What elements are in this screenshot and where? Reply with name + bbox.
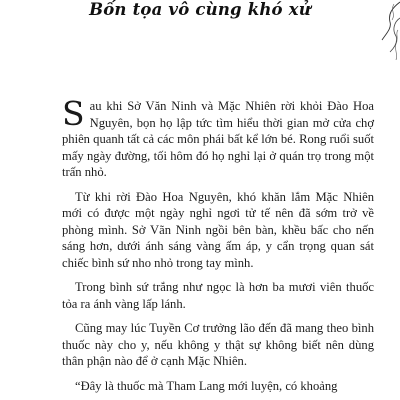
drop-cap: S <box>62 94 85 133</box>
paragraph: “Đây là thuốc mà Tham Lang mới luyện, có khoảng <box>75 378 338 393</box>
paragraph: Cũng may lúc Tuyền Cơ trưởng lão đến đã mang theo bình thuốc này cho y, nếu không y thật sự không biết nên dùng thân phận nào để ở cạnh Mặc Nhiên. <box>62 321 374 368</box>
chapter-title: Bốn tọa vô cùng khó xử <box>89 0 311 19</box>
paragraph: Từ khi rời Đào Hoa Nguyên, khó khăn lắm Mặc Nhiên mới có được một ngày nghỉ ngơi tử tế nên đã sớm trở về phòng mình. Sở Vãn Ninh ngồi bên bàn, khều bấc cho nến sáng hơn, dưới ánh sáng vàng ấm áp, y cẩn trọng quan sát chiếc bình sứ nho nhỏ trong tay mình. <box>62 189 374 270</box>
paragraph: Trong bình sứ trắng như ngọc là hơn ba mươi viên thuốc tỏa ra ánh vàng lấp lánh. <box>62 280 374 311</box>
chapter-body <box>62 94 374 400</box>
paragraph <box>62 94 374 181</box>
paragraph-text: au khi Sở Văn Ninh và Mặc Nhiên rời khỏi Đào Hoa Nguyên, bọn họ lập tức tìm hiểu thời gian mở cửa chợ phiên quanh tất cả các môn phái bất kể lớn bé. Rong ruổi suốt mấy ngày đường, tối hôm đó họ nghỉ lại ở quán trọ trong một trấn nhỏ. <box>62 99 374 179</box>
ink-illustration-fragment <box>372 0 400 60</box>
